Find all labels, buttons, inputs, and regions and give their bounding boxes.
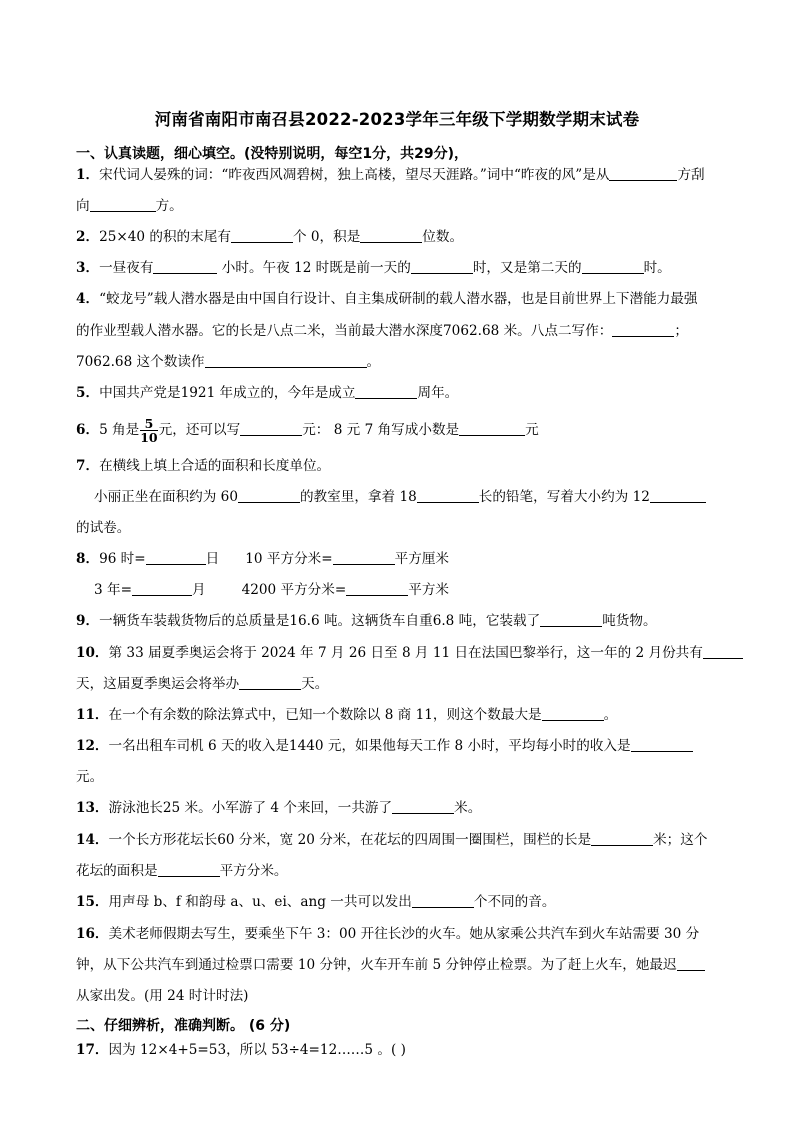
question-1-line-2 [76,196,183,216]
question-text: 。 [366,354,381,370]
question-number: 6． [76,422,100,438]
question-text: 从家出发。(用 24 时计时法) [76,988,249,1004]
question-text: 平方分米。 [219,863,288,879]
question-text: 元，还可以写 [158,422,241,438]
question-number: 13． [76,800,109,816]
answer-blank[interactable] [153,259,217,274]
question-number: 1． [76,167,100,183]
question-10-line-2 [76,674,328,694]
question-7-line-1 [76,456,330,476]
answer-blank[interactable] [146,550,206,565]
question-9 [76,611,657,631]
question-12-line-1 [76,736,693,756]
answer-blank[interactable] [90,197,156,212]
answer-blank[interactable] [355,384,417,399]
question-text: 的试卷。 [76,520,131,536]
page-title: 河南省南阳市南召县2022-2023学年三年级下学期数学期末试卷 [154,110,640,129]
question-text: 小丽正坐在面积约为 60 [94,489,238,505]
question-text: 一名出租车司机 6 天的收入是1440 元，如果他每天工作 8 小时，平均每小时的收入是 [108,738,631,754]
question-text: 钟，从下公共汽车到通过检票口需要 10 分钟，火车开车前 5 分钟停止检票。为了赶上火车，她最迟 [76,957,677,973]
question-text: 96 时= [99,551,146,567]
answer-blank[interactable] [392,799,454,814]
answer-blank[interactable] [703,644,743,659]
question-16-line-1 [76,924,699,944]
section-1-heading: 一、认真读题，细心填空。(没特别说明，每空1分，共29分)， [76,146,469,162]
question-14-line-1 [76,830,707,850]
question-text: 第 33 届夏季奥运会将于 2024 年 7 月 26 日至 8 月 11 日在法国巴黎举行，这一年的 2 月份共有 [108,645,703,661]
question-8-line-2 [94,580,449,600]
question-12-line-2 [76,767,103,787]
answer-blank[interactable] [609,166,677,181]
question-text: 日 [205,551,220,567]
question-text: 花坛的面积是 [76,863,158,879]
question-text: 位数。 [422,229,464,245]
answer-blank[interactable] [417,488,479,503]
question-text: 用声母 b、f 和韵母 a、u、ei、ang 一共可以发出 [108,894,412,910]
answer-blank[interactable] [542,706,604,721]
question-text: 时。 [643,260,671,276]
question-text: 游泳池长25 米。小军游了 4 个来回，一共游了 [108,800,393,816]
answer-blank[interactable] [412,893,474,908]
question-text: 天，这届夏季奥运会将举办 [76,676,240,692]
question-7-line-2 [94,487,706,507]
question-4-line-3 [76,352,380,372]
question-text: 4200 平方分米= [241,582,347,598]
question-text: 一个长方形花坛长60 分米，宽 20 分米，在花坛的四周围一圈围栏，围栏的长是 [108,832,592,848]
section-2-heading: 二、仔细辨析，准确判断。 (6 分) [76,1018,291,1034]
answer-blank[interactable] [360,228,422,243]
answer-blank[interactable] [631,737,693,752]
answer-blank[interactable] [239,675,301,690]
question-text: 方刮 [677,167,705,183]
question-text: 美术老师假期去写生，要乘坐下午 3：00 开往长沙的火车。她从家乘公共汽车到火车站需要 30 分 [108,926,700,942]
question-text: 天。 [301,676,329,692]
answer-blank[interactable] [411,259,473,274]
question-15 [76,892,555,912]
question-6 [76,416,539,444]
question-number: 3． [76,260,100,276]
answer-blank[interactable] [582,259,644,274]
question-text: 的教室里，拿着 18 [299,489,417,505]
question-2 [76,227,463,247]
question-text: 元： 8 元 7 角写成小数是 [302,422,460,438]
question-number: 7． [76,458,100,474]
question-number: 4． [76,291,100,307]
question-7-line-3 [76,518,130,538]
answer-blank[interactable] [591,831,653,846]
question-17 [76,1040,406,1060]
answer-blank[interactable] [333,550,395,565]
question-number: 2． [76,229,100,245]
question-number: 14． [76,832,109,848]
question-text: 10 平方分米= [245,551,333,567]
answer-blank[interactable] [346,581,408,596]
question-14-line-2 [76,861,288,881]
question-16-line-3 [76,986,248,1006]
question-10-line-1 [76,643,743,663]
answer-blank[interactable] [612,322,674,337]
question-number: 16． [76,926,109,942]
answer-blank[interactable] [205,353,367,368]
question-text: 一昼夜有 [99,260,154,276]
question-text: 。 [603,707,618,723]
question-number: 17． [76,1042,109,1058]
question-text: 吨货物。 [602,613,657,629]
question-text: “蛟龙号”载人潜水器是由中国自行设计、自主集成研制的载人潜水器，也是目前世界上下潜能力最强 [99,291,698,307]
question-number: 12． [76,738,109,754]
question-text: 平方厘米 [394,551,450,567]
question-text: 个不同的音。 [473,894,556,910]
question-number: 11． [76,707,109,723]
question-text: 在一个有余数的除法算式中，已知一个数除以 8 商 11，则这个数最大是 [108,707,542,723]
question-text: 在横线上填上合适的面积和长度单位。 [99,458,331,474]
question-number: 8． [76,551,100,567]
question-text: 方。 [155,198,183,214]
question-text: 向 [76,198,90,214]
question-number: 5． [76,385,100,401]
question-text: 米。 [454,800,482,816]
answer-blank[interactable] [650,488,706,503]
question-16-line-2 [76,955,705,975]
question-number: 9． [76,613,100,629]
answer-blank[interactable] [459,421,525,436]
question-text: 中国共产党是1921 年成立的，今年是成立 [99,385,356,401]
question-number: 15． [76,894,109,910]
answer-blank[interactable] [231,228,293,243]
question-11 [76,705,617,725]
question-text: 长的铅笔，写着大小约为 12 [478,489,650,505]
question-text: 个 0，积是 [292,229,361,245]
question-13 [76,798,481,818]
question-text: 时，又是第二天的 [472,260,582,276]
question-8-line-1 [76,549,449,569]
question-3 [76,258,671,278]
answer-blank[interactable] [132,581,192,596]
question-text: 小时。午夜 12 时既是前一天的 [217,260,411,276]
question-text: 因为 12×4+5=53，所以 53÷4=12……5 。( ) [108,1042,406,1058]
question-number: 10． [76,645,109,661]
question-text: 米；这个 [653,832,708,848]
answer-blank[interactable] [677,956,705,971]
question-4-line-2 [76,321,688,341]
question-text: 一辆货车装载货物后的总质量是16.6 吨。这辆货车自重6.8 吨，它装载了 [99,613,541,629]
answer-blank[interactable] [158,862,220,877]
fraction-numerator: 5 [140,417,157,431]
question-text: 元 [525,422,539,438]
question-text: 的作业型载人潜水器。它的长是八点二米，当前最大潜水深度7062.68 米。八点二写作： [76,323,613,339]
question-text: 宋代词人晏殊的词：“昨夜西风凋碧树，独上高楼，望尽天涯路。”词中“昨夜的风”是从 [99,167,610,183]
question-text: 元。 [76,769,104,785]
question-4-line-1 [76,289,698,309]
question-text: 25×40 的积的末尾有 [99,229,231,245]
answer-blank[interactable] [238,488,300,503]
fraction-denominator: 10 [140,430,158,445]
question-text: 7062.68 这个数读作 [76,354,205,370]
answer-blank[interactable] [540,612,602,627]
question-text: 3 年= [94,582,132,598]
fraction [140,417,157,444]
question-text: 周年。 [417,385,459,401]
question-text: 月 [191,582,206,598]
question-5 [76,383,458,403]
question-1-line-1 [76,165,705,185]
question-text: 平方米 [408,582,450,598]
question-text: ； [674,323,688,339]
answer-blank[interactable] [240,421,302,436]
question-text: 5 角是 [99,422,140,438]
